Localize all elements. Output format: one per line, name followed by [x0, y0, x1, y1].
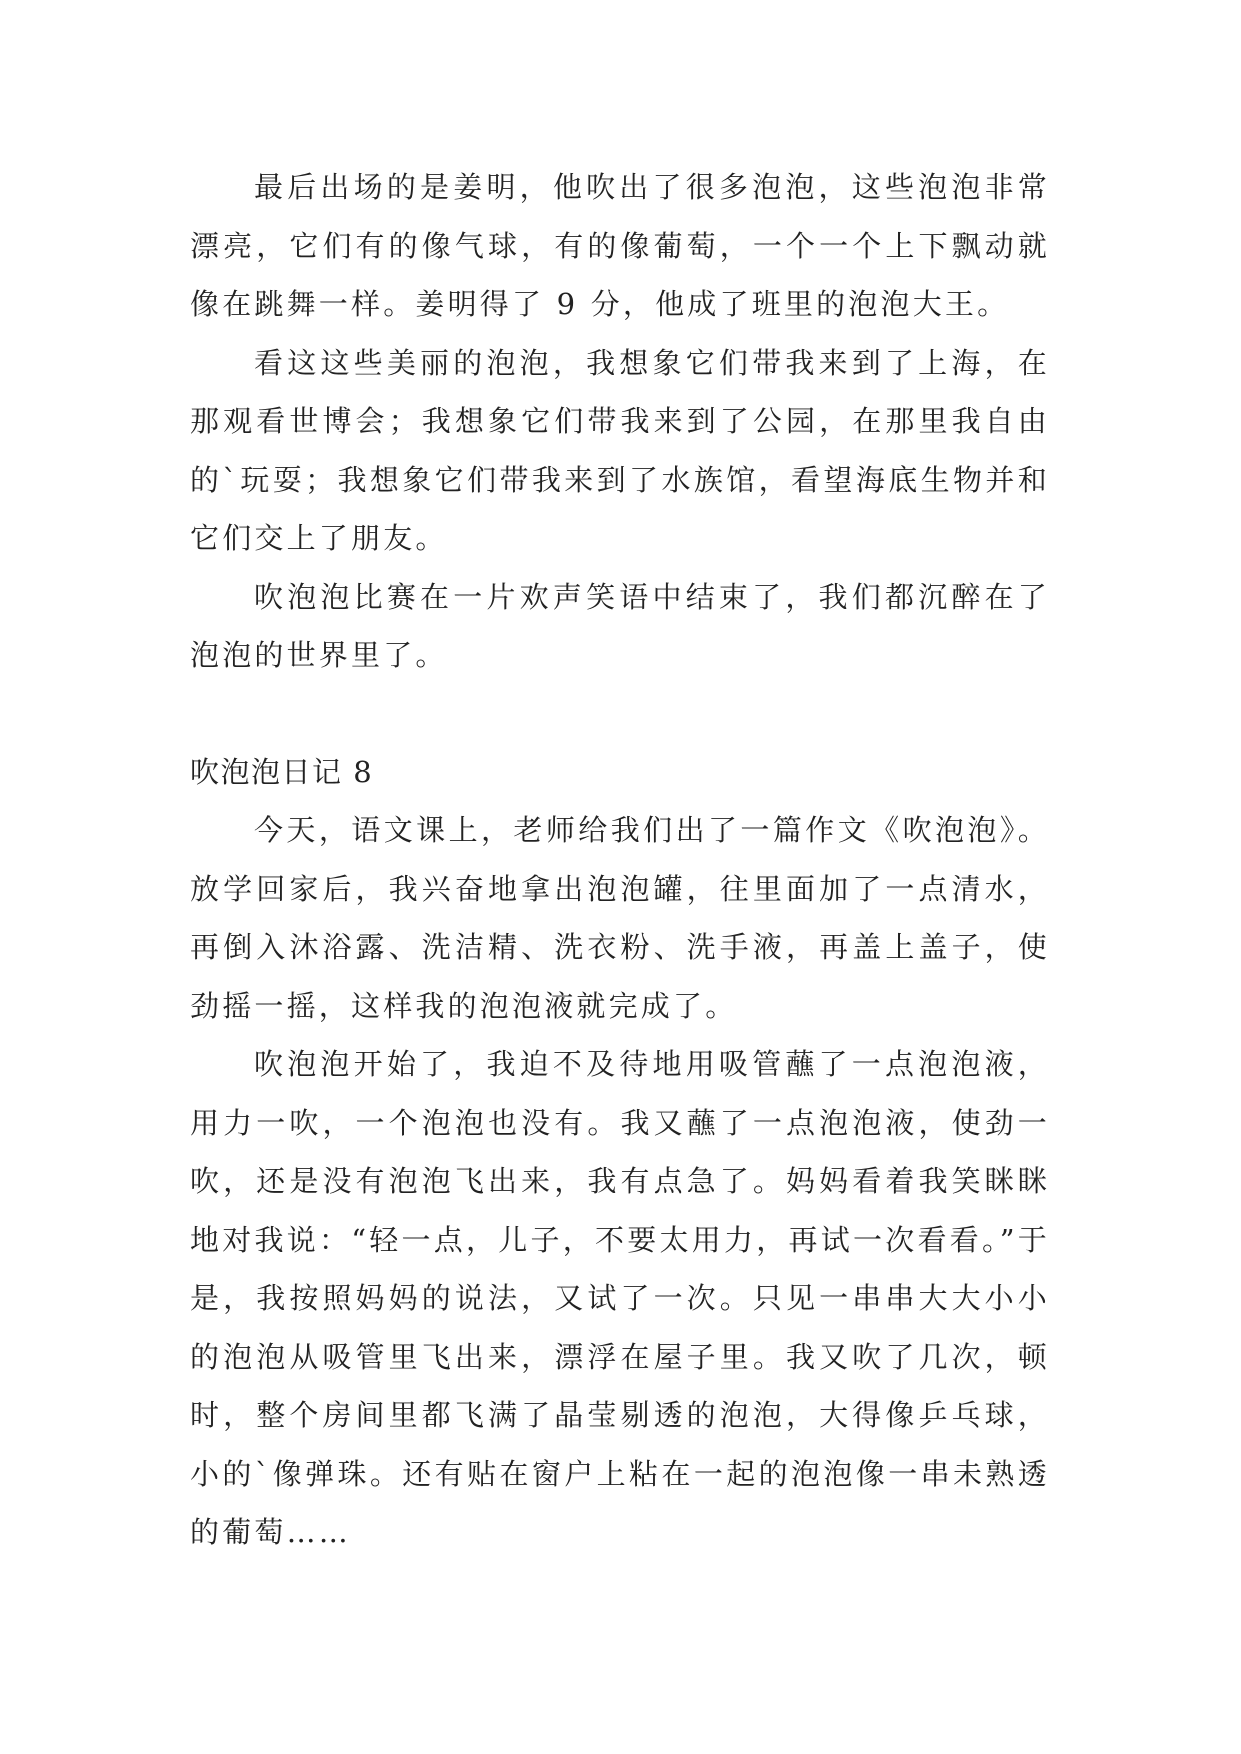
section-heading: 吹泡泡日记 8	[190, 754, 374, 789]
paragraph-imagination: 看这这些美丽的泡泡，我想象它们带我来到了上海，在那观看世博会；我想象它们带我来到了公园，在那里我自由的`玩耍；我想象它们带我来到了水族馆，看望海底生物并和它们交上了朋友。	[190, 345, 1050, 555]
paragraph-blowing-bubbles: 吹泡泡开始了，我迫不及待地用吸管蘸了一点泡泡液，用力一吹，一个泡泡也没有。我又蘸了一点泡泡液，使劲一吹，还是没有泡泡飞出来，我有点急了。妈妈看着我笑眯眯地对我说：“轻一点，儿子，不要太用力，再试一次看看。”于是，我按照妈妈的说法，又试了一次。只见一串串大大小小的泡泡从吸管里飞出来，漂浮在屋子里。我又吹了几次，顿时，整个房间里都飞满了晶莹剔透的泡泡，大得像乒乓球，小的`像弹珠。还有贴在窗户上粘在一起的泡泡像一串未熟透的葡萄……	[190, 1047, 1050, 1549]
document-body	[190, 158, 1050, 1562]
paragraph-jiangming-bubbles: 最后出场的是姜明，他吹出了很多泡泡，这些泡泡非常漂亮，它们有的像气球，有的像葡萄，一个一个上下飘动就像在跳舞一样。姜明得了 9 分，他成了班里的泡泡大王。	[190, 170, 1050, 321]
paragraph-making-bubble-liquid: 今天，语文课上，老师给我们出了一篇作文《吹泡泡》。放学回家后，我兴奋地拿出泡泡罐，往里面加了一点清水，再倒入沐浴露、洗洁精、洗衣粉、洗手液，再盖上盖子，使劲摇一摇，这样我的泡泡液就完成了。	[190, 813, 1050, 1023]
paragraph-competition-end: 吹泡泡比赛在一片欢声笑语中结束了，我们都沉醉在了泡泡的世界里了。	[190, 579, 1050, 672]
